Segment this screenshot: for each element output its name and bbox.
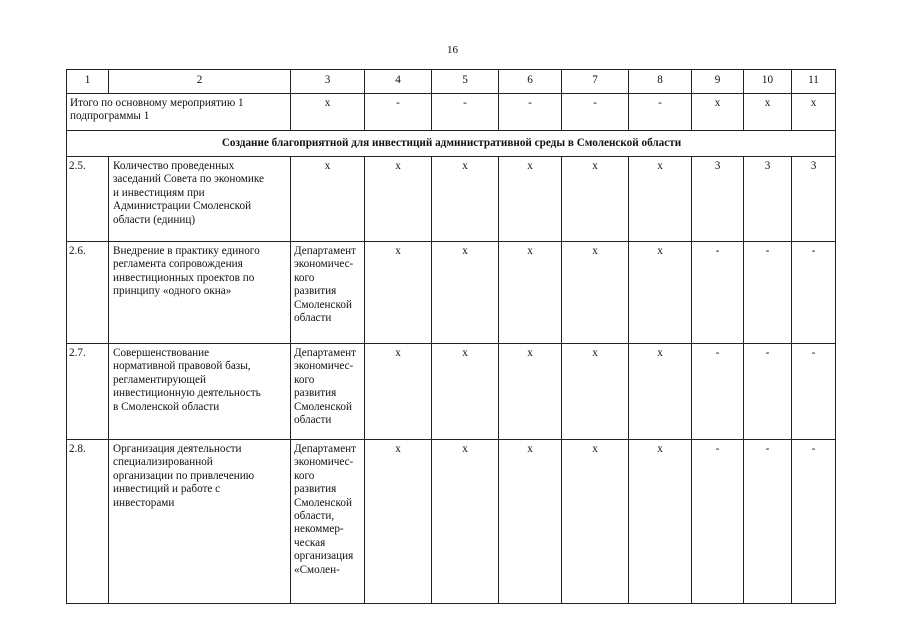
table-cell: х: [432, 440, 499, 604]
table-cell: -: [792, 344, 836, 440]
table-row: [67, 344, 836, 440]
table-cell: -: [499, 94, 562, 131]
row-name: Внедрение в практику единого регламента сопровождения инвестиционных проектов по принципу «одного окна»: [109, 242, 291, 344]
table-cell: х: [562, 440, 629, 604]
table-header-row: [67, 70, 836, 94]
table-cell: -: [792, 440, 836, 604]
header-cell: 7: [562, 70, 629, 94]
table-cell: х: [499, 440, 562, 604]
table-cell: x: [291, 94, 365, 131]
table-cell: x: [744, 94, 792, 131]
table-cell: х: [432, 157, 499, 242]
table-cell: -: [692, 344, 744, 440]
row-name: Количество проведенных заседаний Совета по экономике и инвестициям при Администрации Смоленской области (единиц): [109, 157, 291, 242]
row-name: Организация деятельности специализированной организации по привлечению инвестиций и работе с инвесторами: [109, 440, 291, 604]
table-cell: х: [365, 157, 432, 242]
header-cell: 1: [67, 70, 109, 94]
table-cell: х: [629, 242, 692, 344]
header-cell: 8: [629, 70, 692, 94]
table-cell: -: [792, 242, 836, 344]
header-cell: 2: [109, 70, 291, 94]
table-row: [67, 440, 836, 604]
table-cell: -: [629, 94, 692, 131]
header-cell: 10: [744, 70, 792, 94]
header-cell: 4: [365, 70, 432, 94]
table-cell: -: [692, 242, 744, 344]
header-cell: 6: [499, 70, 562, 94]
table-cell: х: [365, 242, 432, 344]
header-cell: 9: [692, 70, 744, 94]
header-cell: 11: [792, 70, 836, 94]
table-row: [67, 242, 836, 344]
table-cell: -: [432, 94, 499, 131]
table-cell: х: [365, 344, 432, 440]
table-cell: х: [562, 344, 629, 440]
table-cell: -: [692, 440, 744, 604]
table-cell: x: [792, 94, 836, 131]
table-cell: х: [629, 440, 692, 604]
header-cell: 5: [432, 70, 499, 94]
table-cell: х: [365, 440, 432, 604]
table-cell: х: [499, 242, 562, 344]
row-executor: Департамент экономичес- кого развития Смоленской области: [291, 344, 365, 440]
table-cell: x: [692, 94, 744, 131]
row-executor: Департамент экономичес- кого развития Смоленской области, некоммер- ческая организация «Смолен-: [291, 440, 365, 604]
table-cell: х: [629, 157, 692, 242]
table-cell: х: [562, 242, 629, 344]
section-heading-row: [67, 131, 836, 157]
table-cell: х: [629, 344, 692, 440]
row-number: 2.8.: [67, 440, 109, 604]
section-title: Создание благоприятной для инвестиций административной среды в Смоленской области: [67, 131, 836, 157]
table-cell: -: [365, 94, 432, 131]
table-cell: -: [744, 242, 792, 344]
table-cell: х: [499, 157, 562, 242]
table-cell: х: [432, 242, 499, 344]
table-row: [67, 157, 836, 242]
table-cell: 3: [744, 157, 792, 242]
table-cell: -: [562, 94, 629, 131]
page-number: 16: [447, 44, 458, 56]
row-executor: Департамент экономичес- кого развития Смоленской области: [291, 242, 365, 344]
total-row: [67, 94, 836, 131]
row-number: 2.7.: [67, 344, 109, 440]
table-cell: -: [744, 440, 792, 604]
table-cell: 3: [792, 157, 836, 242]
row-number: 2.5.: [67, 157, 109, 242]
table-cell: 3: [692, 157, 744, 242]
row-name: Совершенствование нормативной правовой базы, регламентирующей инвестиционную деятельность в Смоленской области: [109, 344, 291, 440]
table-cell: х: [499, 344, 562, 440]
total-row-label: Итого по основному мероприятию 1 подпрограммы 1: [67, 94, 291, 131]
table-cell: х: [562, 157, 629, 242]
header-cell: 3: [291, 70, 365, 94]
row-executor: х: [291, 157, 365, 242]
row-number: 2.6.: [67, 242, 109, 344]
document-table: [66, 69, 836, 604]
table-cell: х: [432, 344, 499, 440]
table-cell: -: [744, 344, 792, 440]
